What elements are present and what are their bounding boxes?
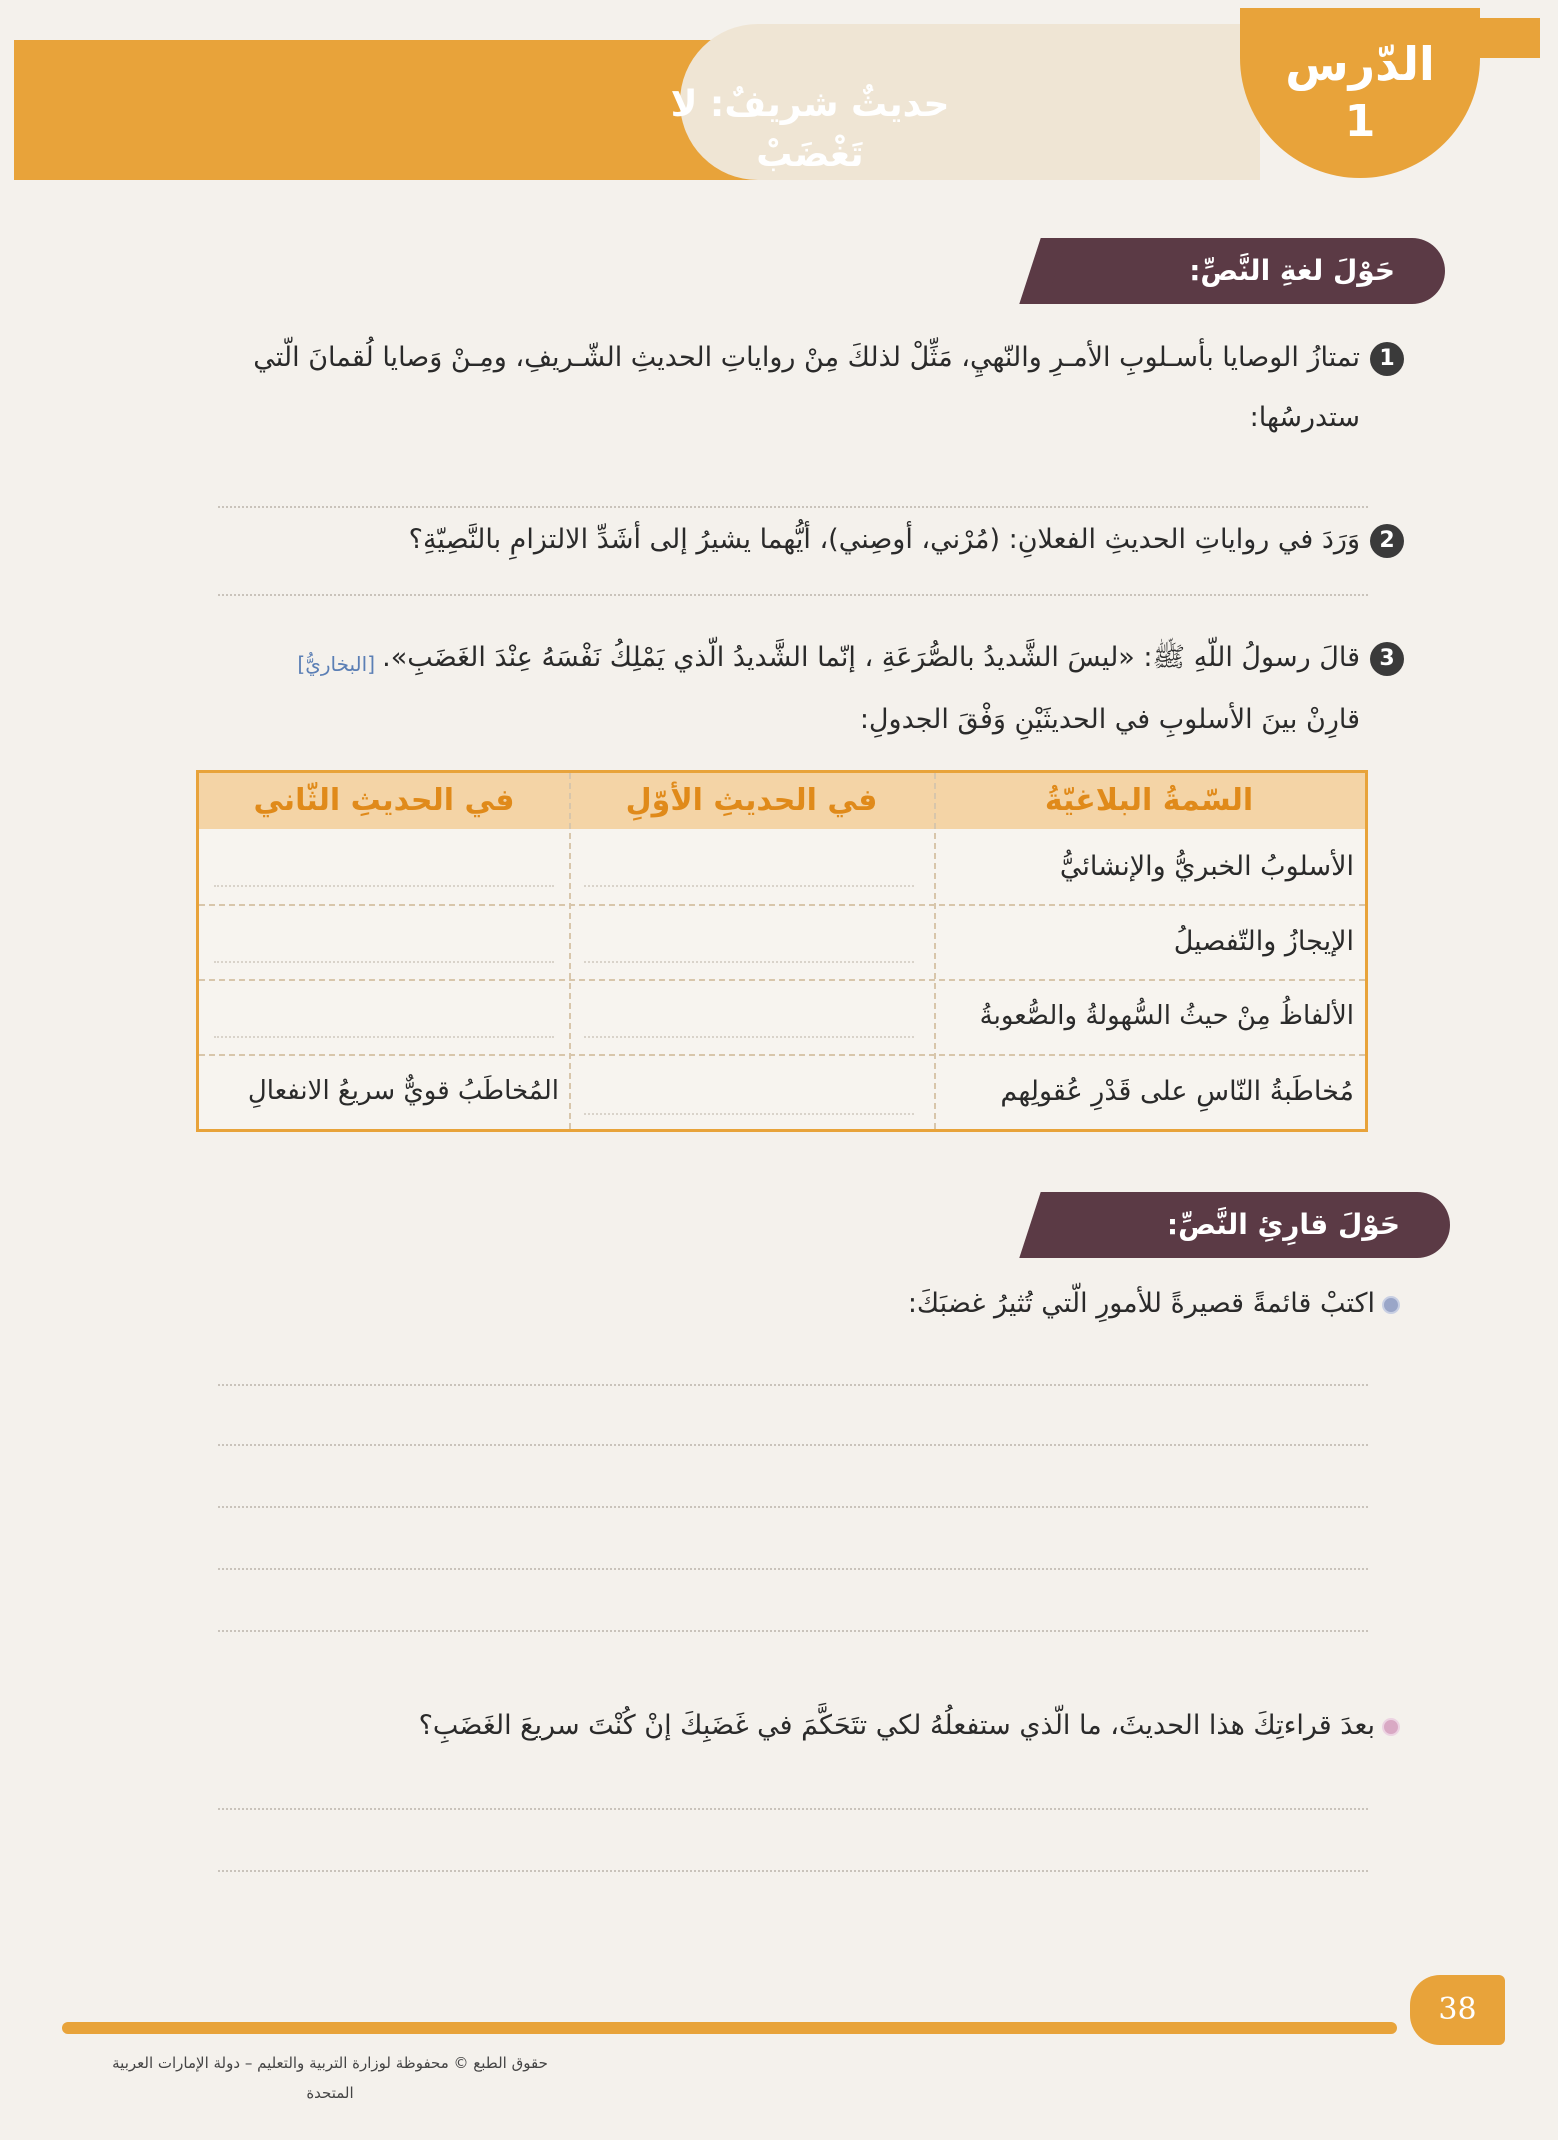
answer-line[interactable] (218, 1444, 1368, 1446)
question-number-2: 2 (1370, 524, 1404, 558)
bullet-icon (1382, 1296, 1400, 1314)
section-reader-banner: حَوْلَ قارِئِ النَّصِّ: (1040, 1192, 1450, 1258)
page-number: 38 (1410, 1975, 1505, 2045)
table-row-2-second[interactable] (209, 904, 559, 979)
task-2-text: بعدَ قراءتِكَ هذا الحديثَ، ما الّذي ستفعلُهُ لكي تتَحَكَّمَ في غَضَبِكَ إنْ كُنْتَ سريعَ الغَضَبِ؟ (418, 1710, 1375, 1741)
table-row-2-feature: الإيجازُ والتّفصيلُ (1173, 926, 1354, 957)
table-answer-line (584, 885, 914, 887)
question-1-line-2: ستدرسُها: (1249, 402, 1360, 433)
table-row-1-second[interactable] (209, 829, 559, 904)
table-row-1-feature: الأسلوبُ الخبريُّ والإنشائيُّ (1059, 851, 1354, 882)
footer-bar (62, 2022, 1397, 2034)
section-language-banner: حَوْلَ لغةِ النَّصِّ: (1040, 238, 1445, 304)
bullet-icon (1382, 1718, 1400, 1736)
table-row-2-first[interactable] (579, 904, 924, 979)
table-divider (569, 773, 571, 1129)
table-answer-line (584, 1036, 914, 1038)
answer-line[interactable] (218, 1808, 1368, 1810)
answer-line[interactable] (218, 506, 1368, 508)
answer-line[interactable] (218, 1384, 1368, 1386)
comparison-table (196, 770, 1368, 1132)
table-row-3-first[interactable] (579, 979, 924, 1054)
question-2-text: وَرَدَ في رواياتِ الحديثِ الفعلانِ: (مُرْني، أوصِني)، أيُّهما يشيرُ إلى أشَدِّ الالتزامِ بالنَّصِيّةِ؟ (408, 524, 1360, 555)
answer-line[interactable] (218, 1506, 1368, 1508)
table-row-3-feature: الألفاظُ مِنْ حيثُ السُّهولةُ والصُّعوبةُ (979, 1001, 1354, 1031)
answer-line[interactable] (218, 1630, 1368, 1632)
lesson-number: 1 (1344, 96, 1376, 147)
task-1-text: اكتبْ قائمةً قصيرةً للأمورِ الّتي تُثيرُ غضبَكَ: (907, 1288, 1375, 1319)
hadith-quote: قالَ رسولُ اللّهِ ﷺ: «ليسَ الشَّديدُ بالصُّرَعَةِ ، إنّما الشَّديدُ الّذي يَمْلِكُ نَفْسَهُ عِنْدَ الغَضَبِ». (382, 642, 1360, 673)
table-divider (934, 773, 936, 1129)
hadith-source: [البخاريُّ] (297, 652, 375, 676)
table-answer-line (214, 961, 554, 963)
table-answer-line (214, 885, 554, 887)
table-row-4-first[interactable] (579, 1054, 924, 1129)
table-row-4-feature: مُخاطَبةُ النّاسِ على قَدْرِ عُقولِهم (1000, 1076, 1354, 1107)
table-header-first-hadith: في الحديثِ الأوّلِ (625, 783, 878, 818)
answer-line[interactable] (218, 1568, 1368, 1570)
answer-line[interactable] (218, 1870, 1368, 1872)
question-number-3: 3 (1370, 642, 1404, 676)
table-row-4-second: المُخاطَبُ قويٌّ سريعُ الانفعالِ (247, 1076, 559, 1106)
table-answer-line (214, 1036, 554, 1038)
question-number-1: 1 (1370, 342, 1404, 376)
table-answer-line (584, 961, 914, 963)
table-answer-line (584, 1113, 914, 1115)
table-row-3-second[interactable] (209, 979, 559, 1054)
question-3-instruction: قارِنْ بينَ الأسلوبِ في الحديثَيْنِ وَفْقَ الجدولِ: (859, 704, 1360, 735)
lesson-title: حديثٌ شريفٌ: لا تَغْضَبْ (670, 84, 950, 175)
answer-line[interactable] (218, 594, 1368, 596)
copyright-notice: حقوق الطبع © محفوظة لوزارة التربية والتعليم – دولة الإمارات العربية المتحدة (112, 2054, 548, 2102)
lesson-label: الدّرس (1285, 37, 1435, 91)
table-header-feature: السّمةُ البلاغيّةُ (1044, 783, 1254, 818)
table-row-1-first[interactable] (579, 829, 924, 904)
table-header-second-hadith: في الحديثِ الثّاني (253, 783, 515, 818)
question-1-line-1: تمتازُ الوصايا بأسـلوبِ الأمـرِ والنّهيِ، مَثِّلْ لذلكَ مِنْ رواياتِ الحديثِ الشّـريفِ، ومِـنْ وَصايا لُقمانَ الّتي (253, 342, 1360, 373)
